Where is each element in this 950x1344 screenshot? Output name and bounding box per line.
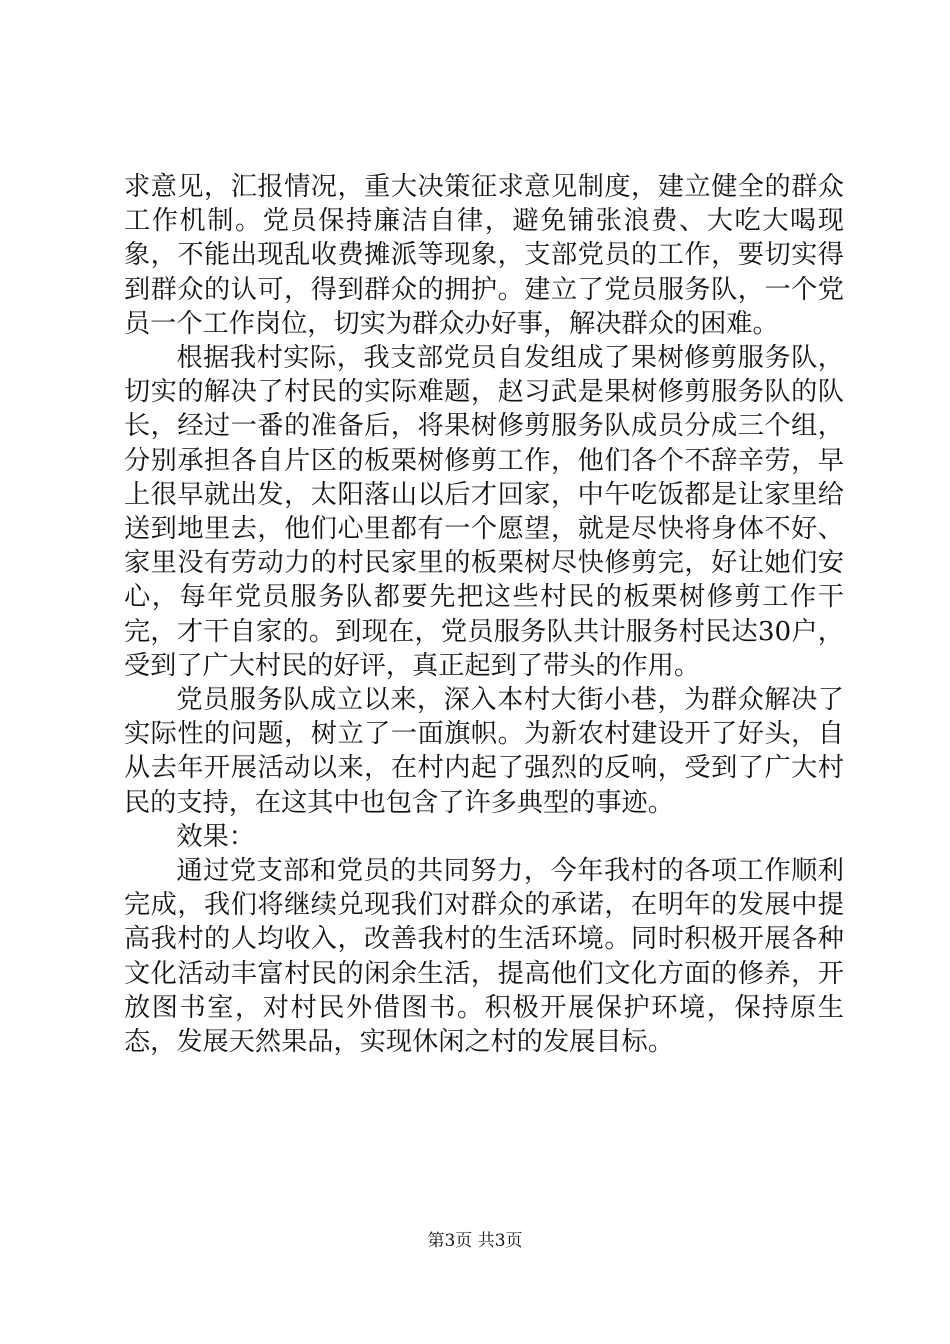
document-body [124,170,844,1059]
page-footer: 第3页 共3页 [427,1231,523,1251]
paragraph-4: 通过党支部和党员的共同努力，今年我村的各项工作顺利完成，我们将继续兑现我们对群众的承诺，在明年的发展中提高我村的人均收入，改善我村的生活环境。同时积极开展各种文化活动丰富村民的闲余生活，提高他们文化方面的修养，开放图书室，对村民外借图书。积极开展保护环境，保持原生态，发展天然果品，实现休闲之村的发展目标。 [124,856,844,1058]
paragraph-3: 党员服务队成立以来，深入本村大街小巷，为群众解决了实际性的问题，树立了一面旗帜。为新农村建设开了好头，自从去年开展活动以来，在村内起了强烈的反响，受到了广大村民的支持，在这其中也包含了许多典型的事迹。 [124,685,844,818]
paragraph-2: 根据我村实际，我支部党员自发组成了果树修剪服务队，切实的解决了村民的实际难题，赵习武是果树修剪服务队的队长，经过一番的准备后，将果树修剪服务队成员分成三个组，分别承担各自片区的板栗树修剪工作，他们各个不辞辛劳，早上很早就出发，太阳落山以后才回家，中午吃饭都是让家里给送到地里去，他们心里都有一个愿望，就是尽快将身体不好、家里没有劳动力的村民家里的板栗树尽快修剪完，好让她们安心，每年党员服务队都要先把这些村民的板栗树修剪工作干完，才干自家的。到现在，党员服务队共计服务村民达30户，受到了广大村民的好评，真正起到了带头的作用。 [124,343,844,681]
paragraph-1: 求意见，汇报情况，重大决策征求意见制度，建立健全的群众工作机制。党员保持廉洁自律，避免铺张浪费、大吃大喝现象，不能出现乱收费摊派等现象，支部党员的工作，要切实得到群众的认可，得到群众的拥护。建立了党员服务队，一个党员一个工作岗位，切实为群众办好事，解决群众的困难。 [124,172,844,339]
section-heading-effect: 效果： [176,821,255,852]
